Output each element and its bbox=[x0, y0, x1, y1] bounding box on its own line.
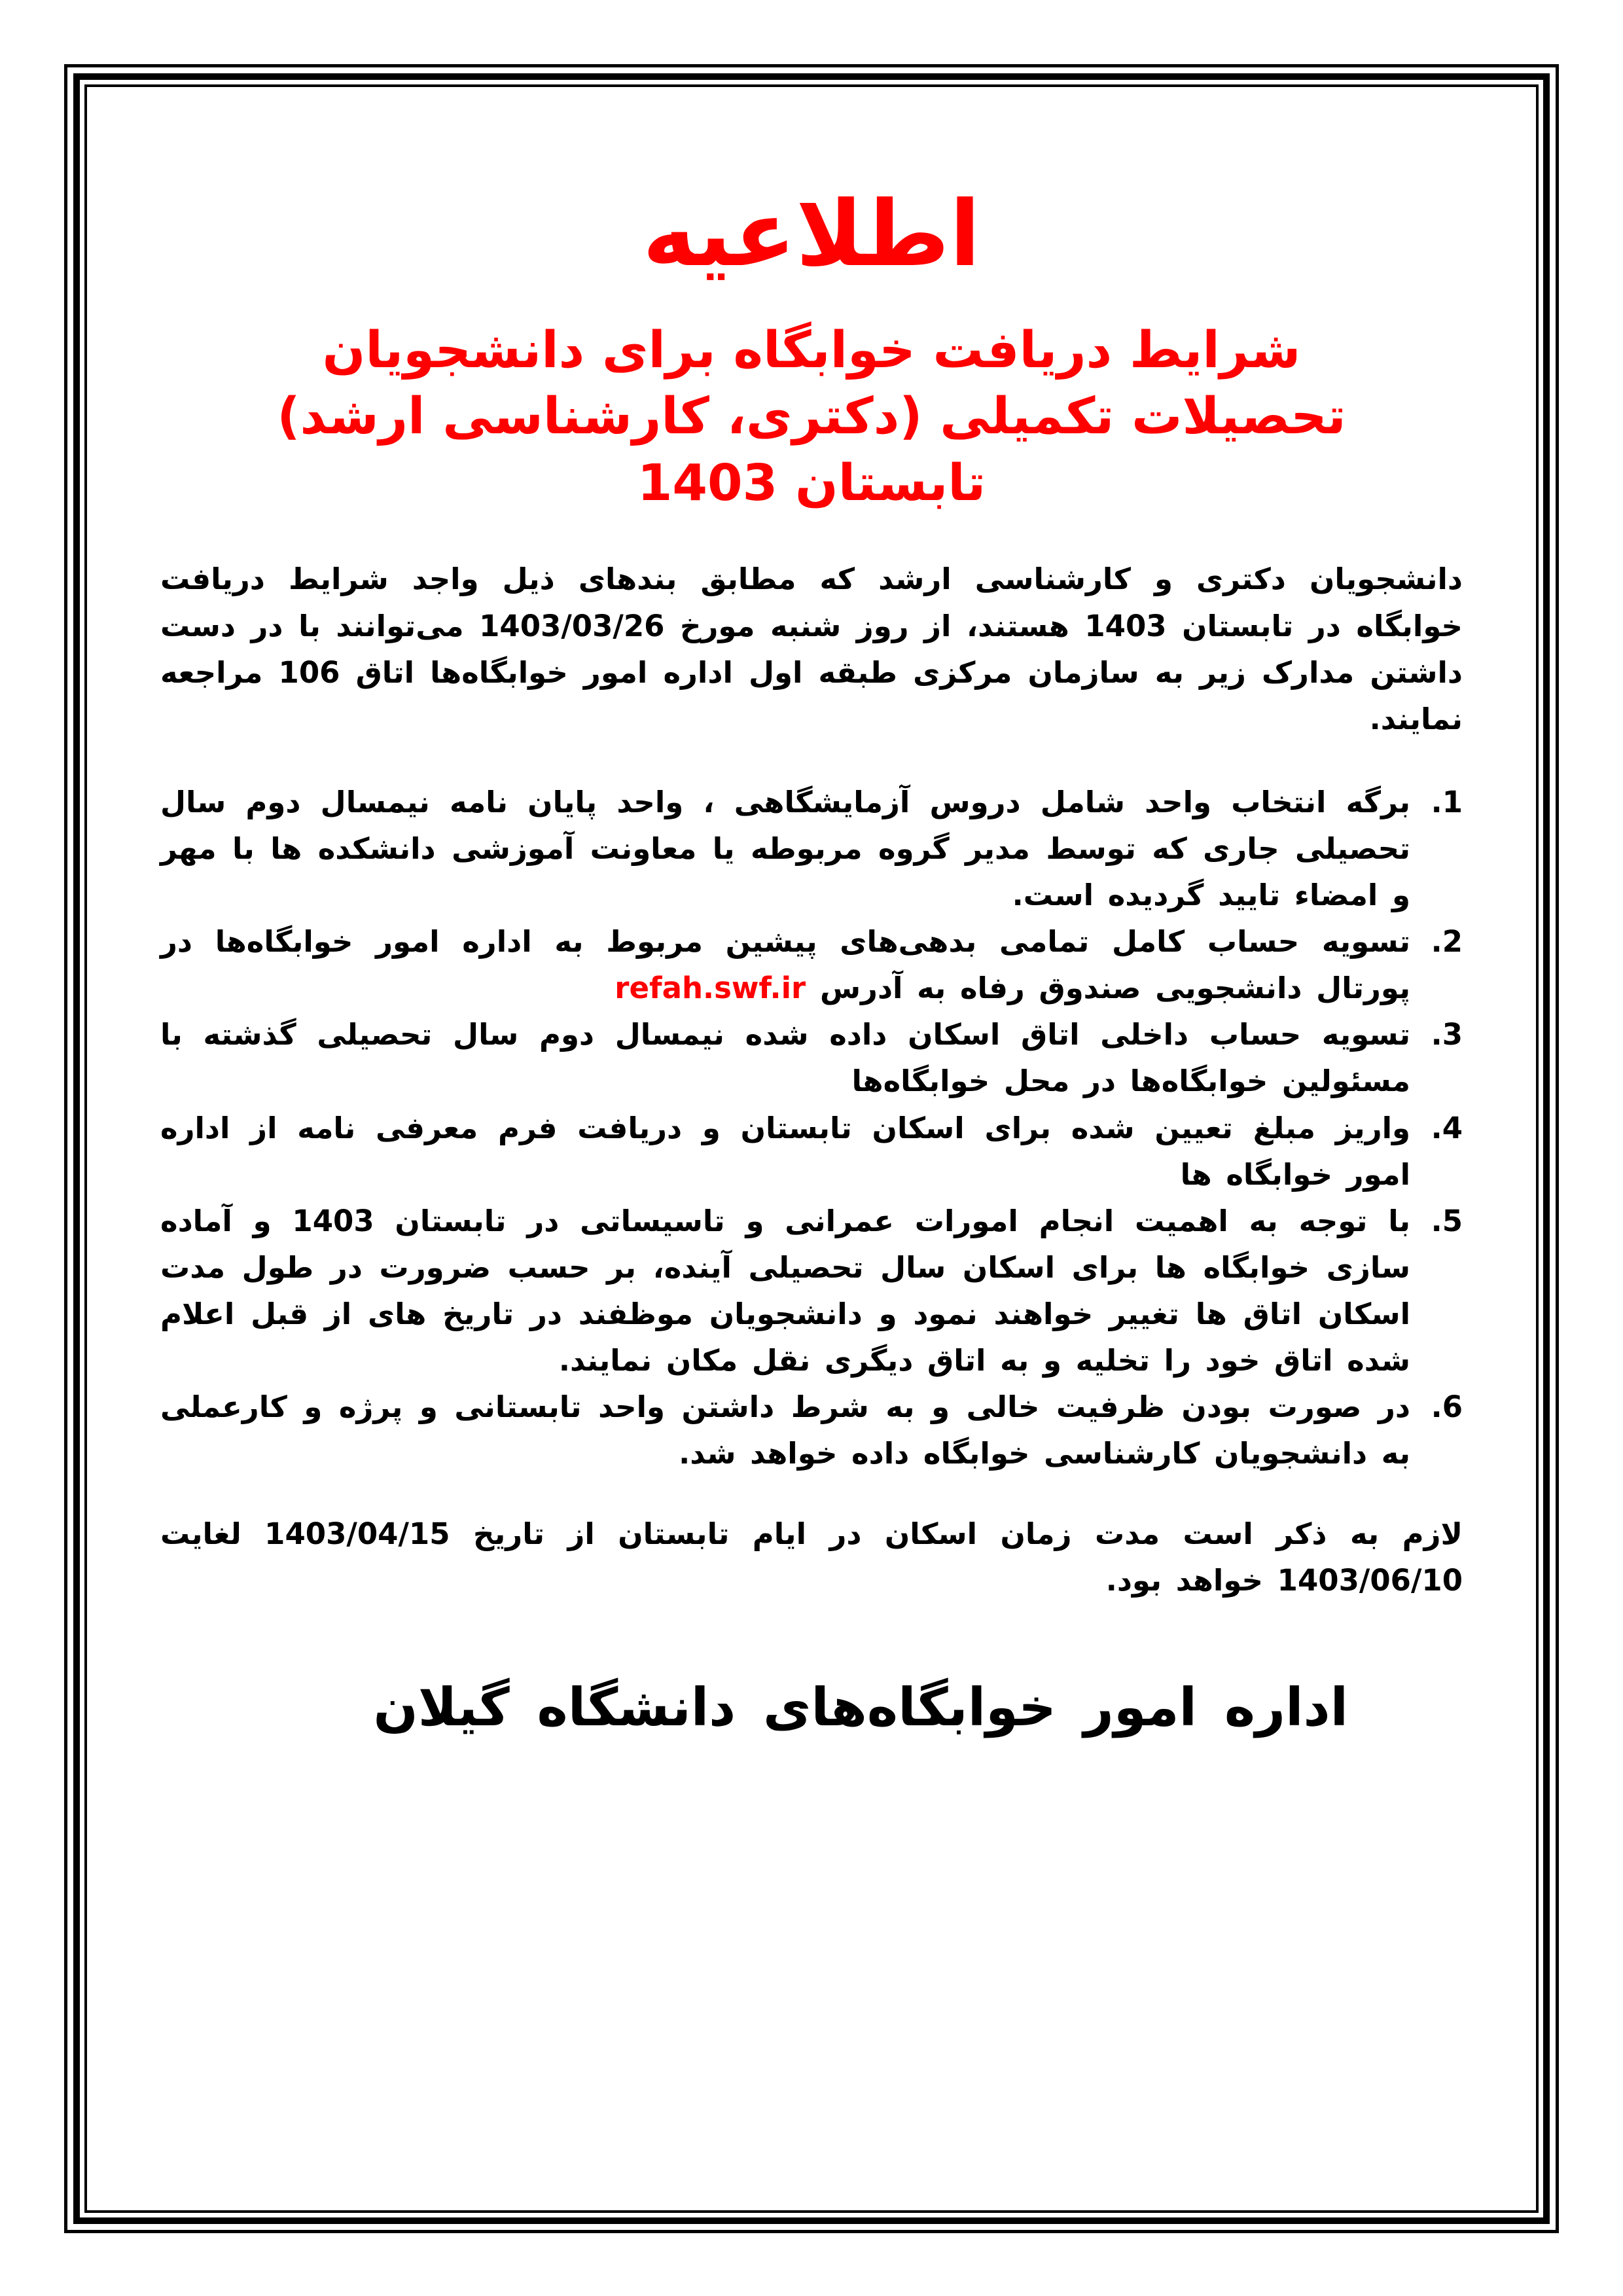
page-title: اطلاعیه bbox=[642, 181, 981, 287]
item-text: تسویه حساب داخلی اتاق اسکان داده شده نیمسال دوم سال تحصیلی گذشته با مسئولین خوابگاه‌ها در محل خوابگاه‌ها bbox=[160, 1017, 1410, 1099]
item-number: 6. bbox=[1431, 1390, 1463, 1425]
note-paragraph: لازم به ذکر است مدت زمان اسکان در ایام تابستان از تاریخ 1403/04/15 لغایت 1403/06/10 خواهد بود. bbox=[160, 1516, 1463, 1598]
item-number: 2. bbox=[1431, 924, 1463, 960]
item-number: 1. bbox=[1431, 784, 1463, 819]
item-number: 3. bbox=[1431, 1017, 1463, 1052]
subtitle-line-3: تابستان 1403 bbox=[637, 454, 986, 512]
list-item bbox=[160, 1198, 1463, 1384]
item-text: با توجه به اهمیت انجام امورات عمرانی و تاسیساتی در تابستان 1403 و آماده سازی خوابگاه ها برای اسکان سال تحصیلی آینده، بر حسب ضرورت در طول مدت اسکان اتاق ها تغییر خواهند نمود و دانشجویان موظفند در تاریخ های از قبل اعلام شده اتاق خود را تخلیه و به اتاق دیگری نقل مکان نمایند. bbox=[160, 1203, 1410, 1378]
page-subtitle bbox=[160, 317, 1463, 517]
requirements-list bbox=[160, 779, 1463, 1477]
list-item bbox=[160, 1011, 1463, 1104]
subtitle-line-1: شرایط دریافت خوابگاه برای دانشجویان bbox=[322, 321, 1301, 380]
subtitle-line-2: تحصیلات تکمیلی (دکتری، کارشناسی ارشد) bbox=[277, 387, 1346, 446]
item-number: 5. bbox=[1431, 1203, 1463, 1238]
refah-portal-link[interactable]: refah.swf.ir bbox=[615, 971, 806, 1006]
item-text-body: تسویه حساب کامل تمامی بدهی‌های پیشین مربوط به اداره امور خوابگاه‌ها در پورتال دانشجویی صندوق رفاه به آدرس bbox=[160, 924, 1410, 1006]
intro-paragraph: دانشجویان دکتری و کارشناسی ارشد که مطابق بندهای ذیل واجد شرایط دریافت خوابگاه در تابستان 1403 هستند، از روز شنبه مورخ 1403/03/26 می‌توانند با در دست داشتن مدارک زیر به سازمان مرکزی طبقه اول اداره امور خوابگاه‌ها اتاق 106 مراجعه نمایند. bbox=[160, 562, 1463, 736]
item-text: برگه انتخاب واحد شامل دروس آزمایشگاهی ، واحد پایان نامه نیمسال دوم سال تحصیلی جاری که توسط مدیر گروه مربوطه یا معاونت آموزشی دانشکده ها با مهر و امضاء تایید گردیده است. bbox=[160, 784, 1410, 913]
list-item bbox=[160, 1384, 1463, 1477]
item-text bbox=[160, 918, 1410, 1011]
list-item bbox=[160, 918, 1463, 1011]
item-number: 4. bbox=[1431, 1110, 1463, 1145]
footer-signature: اداره امور خوابگاه‌های دانشگاه گیلان bbox=[373, 1677, 1348, 1738]
item-text: در صورت بودن ظرفیت خالی و به شرط داشتن واحد تابستانی و پرژه و کارعملی به دانشجویان کارشناسی خوابگاه داده خواهد شد. bbox=[160, 1390, 1410, 1471]
list-item bbox=[160, 779, 1463, 918]
list-item bbox=[160, 1105, 1463, 1198]
item-text: واریز مبلغ تعیین شده برای اسکان تابستان و دریافت فرم معرفی نامه از اداره امور خوابگاه ها bbox=[160, 1110, 1410, 1192]
